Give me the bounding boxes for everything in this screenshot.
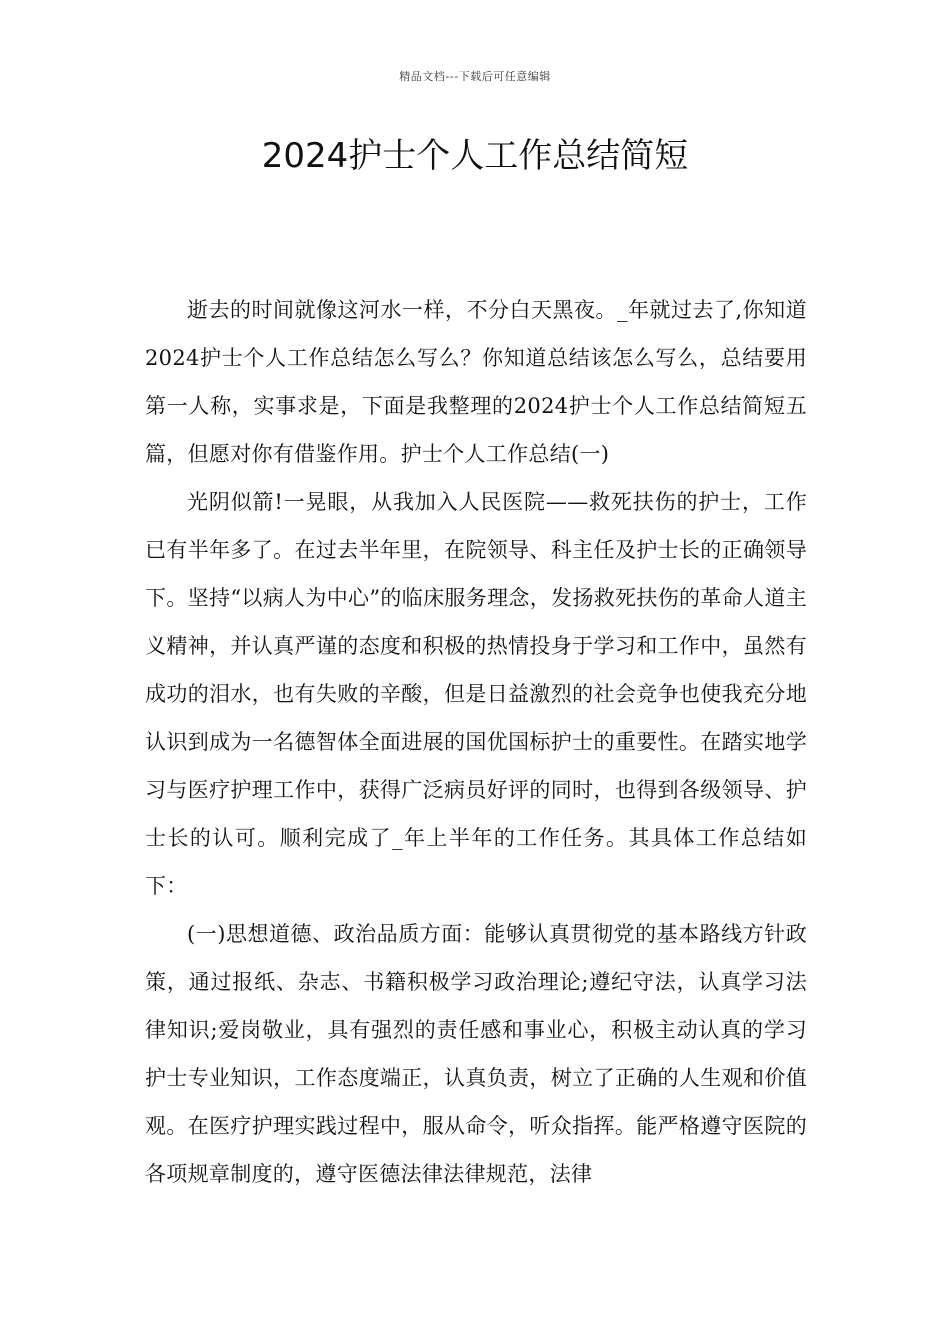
page-header-note: 精品文档---下载后可任意编辑 <box>399 70 551 83</box>
paragraph-summary-1: 光阴似箭!一晃眼，从我加入人民医院——救死扶伤的护士，工作已有半年多了。在过去半年里，在院领导、科主任及护士长的正确领导下。坚持“以病人为中心”的临床服务理念，发扬救死扶伤的革命人道主义精神，并认真严谨的态度和积极的热情投身于学习和工作中，虽然有成功的泪水，也有失败的辛酸，但是日益激烈的社会竞争也使我充分地认识到成为一名德智体全面进展的国优国标护士的重要性。在踏实地学习与医疗护理工作中，获得广泛病员好评的同时，也得到各级领导、护士长的认可。顺利完成了_年上半年的工作任务。其具体工作总结如下： <box>145 490 807 898</box>
document-title: 2024护士个人工作总结简短 <box>261 136 689 176</box>
paragraph-section-1: (一)思想道德、政治品质方面：能够认真贯彻党的基本路线方针政策，通过报纸、杂志、书籍积极学习政治理论;遵纪守法，认真学习法律知识;爱岗敬业，具有强烈的责任感和事业心，积极主动认真的学习护士专业知识，工作态度端正，认真负责，树立了正确的人生观和价值观。在医疗护理实践过程中，服从命令，听众指挥。能严格遵守医院的各项规章制度的，遵守医德法律法律规范，法律 <box>145 922 807 1186</box>
paragraph-intro: 逝去的时间就像这河水一样，不分白天黑夜。_年就过去了,你知道2024护士个人工作总结怎么写么？你知道总结该怎么写么，总结要用第一人称，实事求是，下面是我整理的2024护士个人工作总结简短五篇，但愿对你有借鉴作用。护士个人工作总结(一) <box>145 298 807 466</box>
document-body <box>145 286 807 1198</box>
